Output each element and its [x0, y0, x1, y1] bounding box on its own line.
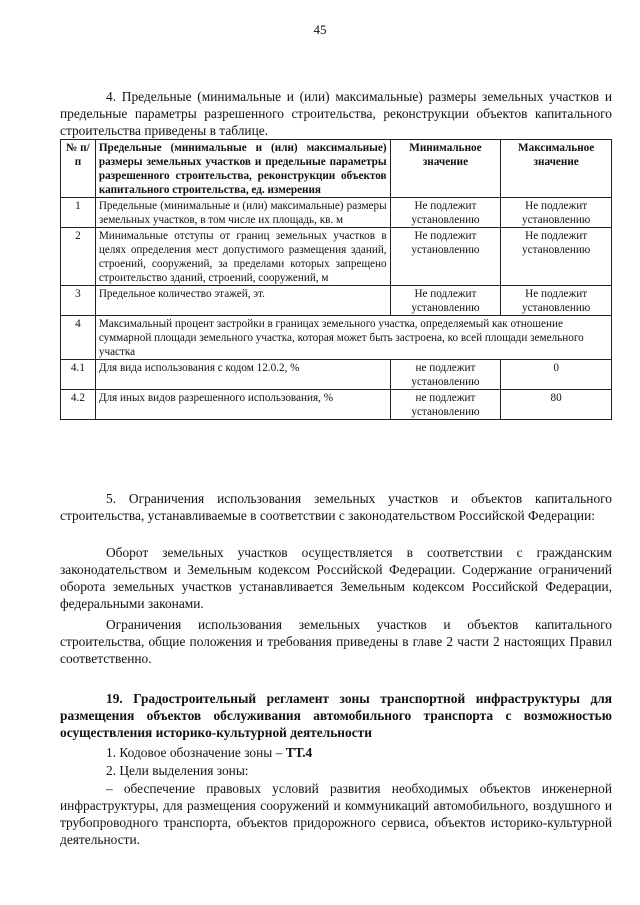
zone-code-label: 1. Кодовое обозначение зоны –	[106, 745, 286, 760]
header-min: Минимальное значение	[390, 140, 501, 198]
row-max: Не подлежит установлению	[501, 286, 612, 316]
zone-code-line	[60, 744, 612, 761]
table-row	[61, 286, 612, 316]
row-max: Не подлежит установлению	[501, 228, 612, 286]
table-header-row	[61, 140, 612, 198]
header-param: Предельные (минимальные и (или) максимальные) размеры земельных участков и предельные параметры разрешенного строительства, реконструкции объектов капитального строительства, ед. измерения	[95, 140, 390, 198]
parameters-table	[60, 139, 612, 420]
row-min: не подлежит установлению	[390, 360, 501, 390]
intro-paragraph: 4. Предельные (минимальные и (или) максимальные) размеры земельных участков и предельные параметры разрешенного строительства, реконструкции объектов капитального строительства приведены в таблице.	[60, 89, 612, 138]
header-num: № п/п	[61, 140, 96, 198]
row-num: 2	[61, 228, 96, 286]
table-row	[61, 390, 612, 420]
page-number: 45	[313, 22, 327, 37]
row-param: Максимальный процент застройки в границах земельного участка, определяемый как отношение суммарной площади земельного участка, которая может быть застроена, ко всей площади земельного участка	[95, 316, 611, 360]
row-param: Предельное количество этажей, эт.	[95, 286, 390, 316]
row-num: 4.2	[61, 390, 96, 420]
row-param: Предельные (минимальные и (или) максимальные) размеры земельных участков, в том числе их площадь, кв. м	[95, 198, 390, 228]
table-row	[61, 228, 612, 286]
section-heading: 19. Градостроительный регламент зоны транспортной инфраструктуры для размещения объектов обслуживания автомобильного транспорта с возможностью осуществления историко-культурной деятельности	[60, 691, 612, 740]
row-num: 4.1	[61, 360, 96, 390]
row-param: Минимальные отступы от границ земельных участков в целях определения мест допустимого размещения зданий, строений, сооружений, за пределами которых запрещено строительство зданий, строений, сооружений, м	[95, 228, 390, 286]
goals-text: – обеспечение правовых условий развития необходимых объектов инженерной инфраструктуры, для размещения сооружений и коммуникаций автомобильного, воздушного и трубопроводного транспорта, объектов придорожного сервиса, объектов историко-культурной деятельности.	[60, 781, 612, 847]
paragraph-turnover: Оборот земельных участков осуществляется в соответствии с гражданским законодательством и Земельным кодексом Российской Федерации. Содержание ограничений оборота земельных участков устанавливается Земельным кодексом Российской Федерации, федеральными законами.	[60, 545, 612, 611]
goals-label: 2. Цели выделения зоны:	[106, 763, 249, 778]
row-max: 80	[501, 390, 612, 420]
row-min: Не подлежит установлению	[390, 286, 501, 316]
row-max: 0	[501, 360, 612, 390]
row-min: Не подлежит установлению	[390, 198, 501, 228]
zone-code-value: ТТ.4	[285, 745, 313, 760]
table-row	[61, 360, 612, 390]
row-param: Для иных видов разрешенного использования, %	[95, 390, 390, 420]
table-row	[61, 198, 612, 228]
row-num: 1	[61, 198, 96, 228]
paragraph-5: 5. Ограничения использования земельных участков и объектов капитального строительства, устанавливаемые в соответствии с законодательством Российской Федерации:	[60, 491, 612, 523]
row-min: не подлежит установлению	[390, 390, 501, 420]
row-max: Не подлежит установлению	[501, 198, 612, 228]
row-min: Не подлежит установлению	[390, 228, 501, 286]
header-max: Максимальное значение	[501, 140, 612, 198]
paragraph-restrictions: Ограничения использования земельных участков и объектов капитального строительства, общие положения и требования приведены в главе 2 части 2 настоящих Правил соответственно.	[60, 617, 612, 666]
table-row	[61, 316, 612, 360]
row-num: 4	[61, 316, 96, 360]
row-param: Для вида использования с кодом 12.0.2, %	[95, 360, 390, 390]
row-num: 3	[61, 286, 96, 316]
